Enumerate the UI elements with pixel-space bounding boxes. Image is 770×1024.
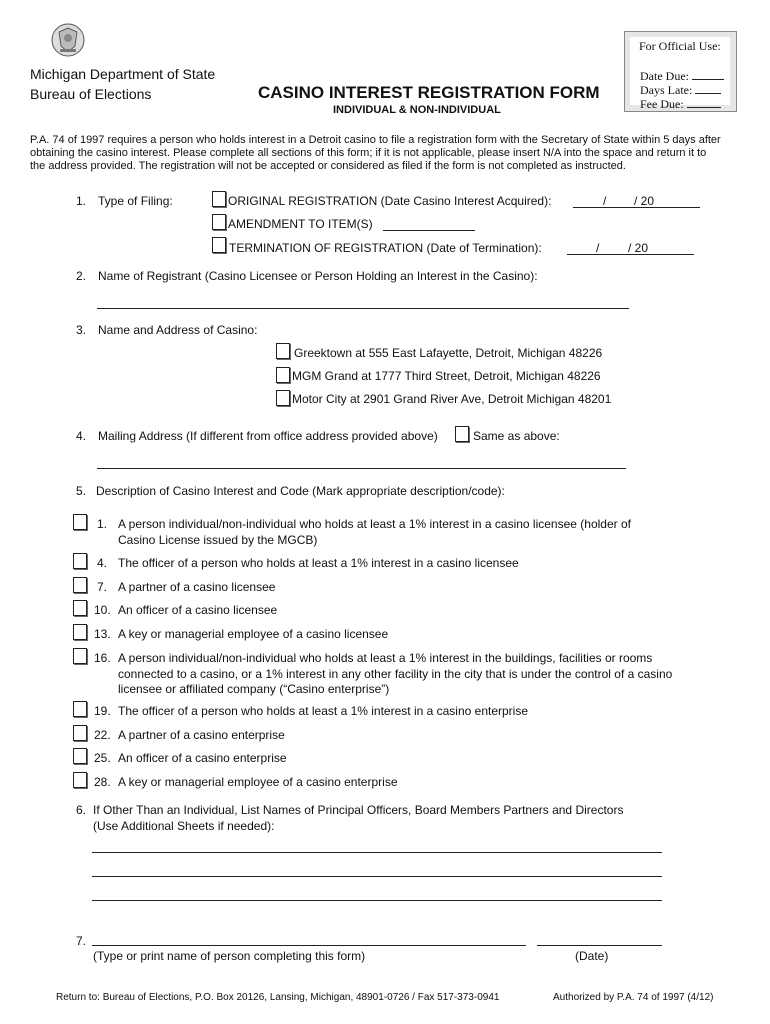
form-title: CASINO INTEREST REGISTRATION FORM xyxy=(258,83,600,102)
completer-name-field[interactable] xyxy=(92,945,526,946)
termination-label: TERMINATION OF REGISTRATION (Date of Termination): xyxy=(229,241,542,255)
interest-code-22-checkbox[interactable] xyxy=(73,725,87,741)
bureau-name: Bureau of Elections xyxy=(30,86,152,102)
intro-line-2: obtaining the casino interest. Please complete all sections of this form; if it is not applicable, please insert N/A into the space and return it to xyxy=(30,147,707,159)
amendment-checkbox[interactable] xyxy=(212,214,226,230)
interest-code-16-checkbox[interactable] xyxy=(73,648,87,664)
original-date-slash: / xyxy=(603,194,607,208)
principal-officers-line-2[interactable] xyxy=(92,876,662,877)
interest-code-19: 19. xyxy=(94,704,111,718)
authorization-note: Authorized by P.A. 74 of 1997 (4/12) xyxy=(553,992,714,1003)
interest-code-4: 4. xyxy=(97,556,108,570)
greektown-checkbox[interactable] xyxy=(276,343,290,359)
interest-code-28: 28. xyxy=(94,775,111,789)
interest-code-19-checkbox[interactable] xyxy=(73,701,87,717)
section-3-label: Name and Address of Casino: xyxy=(98,323,258,337)
interest-code-1-desc-line-1: A person individual/non-individual who holds at least a 1% interest in a casino licensee (holder of xyxy=(118,517,631,531)
principal-officers-line-3[interactable] xyxy=(92,900,662,901)
department-name: Michigan Department of State xyxy=(30,66,216,82)
interest-code-25-checkbox[interactable] xyxy=(73,748,87,764)
interest-code-1-desc-line-2: Casino License issued by the MGCB) xyxy=(118,533,318,547)
interest-code-13-desc: A key or managerial employee of a casino licensee xyxy=(118,627,389,641)
interest-code-16-desc-line-2: connected to a casino, or a 1% interest in any other facility in the city that is under the control of a casino xyxy=(118,667,673,681)
original-registration-label: ORIGINAL REGISTRATION (Date Casino Interest Acquired): xyxy=(228,194,552,208)
interest-code-28-desc: A key or managerial employee of a casino enterprise xyxy=(118,775,398,789)
motor-city-label: Motor City at 2901 Grand River Ave, Detroit Michigan 48201 xyxy=(292,392,612,406)
interest-code-7-desc: A partner of a casino licensee xyxy=(118,580,276,594)
greektown-label: Greektown at 555 East Lafayette, Detroit, Michigan 48226 xyxy=(294,346,603,360)
interest-code-1: 1. xyxy=(97,517,108,531)
same-as-above-label: Same as above: xyxy=(473,429,560,443)
section-3-number: 3. xyxy=(76,323,87,337)
motor-city-checkbox[interactable] xyxy=(276,390,290,406)
interest-code-10-checkbox[interactable] xyxy=(73,600,87,616)
mailing-address-field[interactable] xyxy=(97,468,626,469)
interest-code-22: 22. xyxy=(94,728,111,742)
section-1-label: Type of Filing: xyxy=(98,194,173,208)
amendment-items-field[interactable] xyxy=(383,230,475,231)
termination-date-year: / 20 xyxy=(628,241,649,255)
termination-date-slash: / xyxy=(596,241,600,255)
original-date-year: / 20 xyxy=(634,194,655,208)
interest-code-13-checkbox[interactable] xyxy=(73,624,87,640)
official-use-heading: For Official Use: xyxy=(639,39,721,53)
registrant-name-field[interactable] xyxy=(97,308,629,309)
date-due-label: Date Due: xyxy=(640,69,724,83)
same-as-above-checkbox[interactable] xyxy=(455,426,469,442)
completer-name-caption: (Type or print name of person completing this form) xyxy=(93,949,366,963)
principal-officers-line-1[interactable] xyxy=(92,852,662,853)
section-4-label: Mailing Address (If different from office address provided above) xyxy=(98,429,438,443)
michigan-seal-icon xyxy=(50,22,86,58)
interest-code-28-checkbox[interactable] xyxy=(73,772,87,788)
intro-line-3: the address provided. The registration will not be accepted or considered as filed if the form is not completed as instructed. xyxy=(30,160,626,172)
section-1-number: 1. xyxy=(76,194,87,208)
interest-code-25-desc: An officer of a casino enterprise xyxy=(118,751,287,765)
form-subtitle: INDIVIDUAL & NON-INDIVIDUAL xyxy=(333,104,501,116)
section-7-number: 7. xyxy=(76,934,87,948)
section-2-number: 2. xyxy=(76,269,87,283)
completion-date-field[interactable] xyxy=(537,945,662,946)
intro-line-1: P.A. 74 of 1997 requires a person who holds interest in a Detroit casino to file a registration form with the Secretary of State within 5 days after xyxy=(30,134,721,146)
interest-code-25: 25. xyxy=(94,751,111,765)
interest-code-10-desc: An officer of a casino licensee xyxy=(118,603,278,617)
section-5-label: Description of Casino Interest and Code (Mark appropriate description/code): xyxy=(96,484,505,498)
return-address: Return to: Bureau of Elections, P.O. Box 20126, Lansing, Michigan, 48901-0726 / Fax 517-373-0941 xyxy=(56,992,500,1003)
days-late-label: Days Late: xyxy=(640,83,721,97)
mgm-grand-checkbox[interactable] xyxy=(276,367,290,383)
interest-code-16: 16. xyxy=(94,651,111,665)
official-use-box xyxy=(624,31,737,112)
interest-code-7-checkbox[interactable] xyxy=(73,577,87,593)
section-5-number: 5. xyxy=(76,484,87,498)
interest-code-13: 13. xyxy=(94,627,111,641)
interest-code-10: 10. xyxy=(94,603,111,617)
section-6-number: 6. xyxy=(76,803,87,817)
interest-code-16-desc-line-1: A person individual/non-individual who holds at least a 1% interest in the buildings, facilities or rooms xyxy=(118,651,653,665)
mgm-grand-label: MGM Grand at 1777 Third Street, Detroit, Michigan 48226 xyxy=(292,369,601,383)
interest-code-4-checkbox[interactable] xyxy=(73,553,87,569)
termination-checkbox[interactable] xyxy=(212,237,226,253)
completion-date-caption: (Date) xyxy=(575,949,609,963)
interest-code-16-desc-line-3: licensee or affiliated company (“Casino enterprise”) xyxy=(118,682,390,696)
section-6-label-line-1: If Other Than an Individual, List Names of Principal Officers, Board Members Partners and Directors xyxy=(93,803,624,817)
amendment-label: AMENDMENT TO ITEM(S) xyxy=(228,217,373,231)
interest-code-19-desc: The officer of a person who holds at least a 1% interest in a casino enterprise xyxy=(118,704,529,718)
section-6-label-line-2: (Use Additional Sheets if needed): xyxy=(93,819,275,833)
section-2-label: Name of Registrant (Casino Licensee or Person Holding an Interest in the Casino): xyxy=(98,269,538,283)
interest-code-22-desc: A partner of a casino enterprise xyxy=(118,728,285,742)
section-4-number: 4. xyxy=(76,429,87,443)
interest-code-7: 7. xyxy=(97,580,108,594)
interest-code-1-checkbox[interactable] xyxy=(73,514,87,530)
fee-due-label: Fee Due: xyxy=(640,97,721,111)
interest-code-4-desc: The officer of a person who holds at least a 1% interest in a casino licensee xyxy=(118,556,519,570)
original-registration-checkbox[interactable] xyxy=(212,191,226,207)
